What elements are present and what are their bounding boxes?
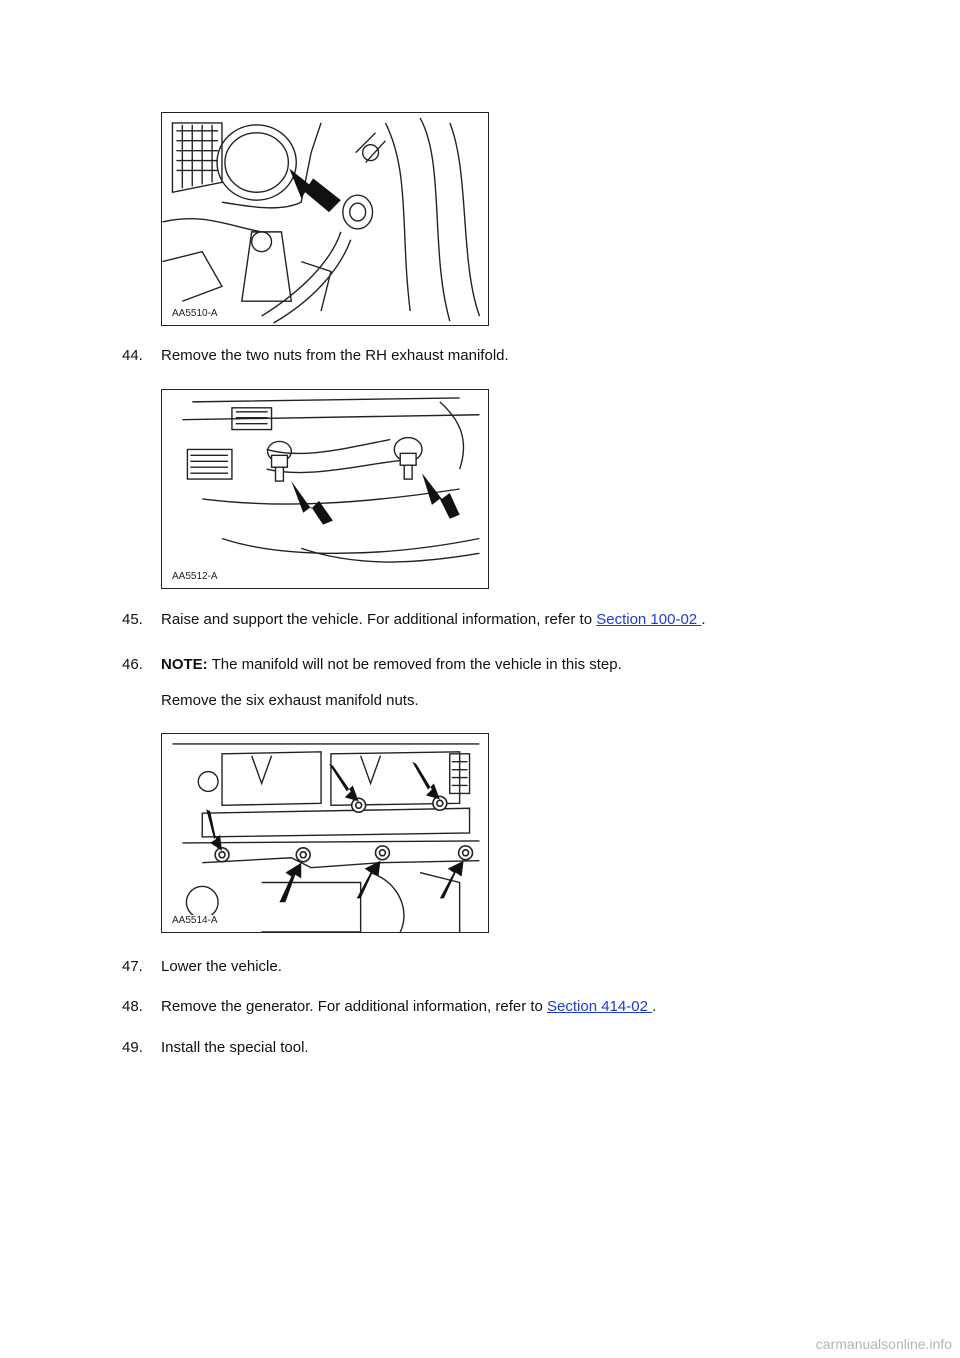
step-number: 47. <box>122 958 143 975</box>
step-number: 49. <box>122 1039 143 1056</box>
figure-code: AA5510-A <box>172 308 218 319</box>
arrow-icon <box>412 762 440 800</box>
note-text: The manifold will not be removed from the vehicle in this step. <box>207 656 622 673</box>
step-text-after: . <box>701 611 706 628</box>
step-number: 46. <box>122 656 143 673</box>
figure-aa5512 <box>161 389 489 589</box>
step-body <box>161 997 841 1017</box>
engine-illustration-2 <box>162 390 488 588</box>
arrow-icon <box>289 168 341 212</box>
step-text: Install the special tool. <box>161 1039 309 1056</box>
step-text: Raise and support the vehicle. For additional information, refer to <box>161 611 597 628</box>
figure-aa5510 <box>161 112 489 326</box>
figure-code: AA5512-A <box>172 571 218 582</box>
arrow-icon <box>357 861 381 899</box>
note-label: NOTE: <box>161 656 208 673</box>
arrow-icon <box>329 764 359 802</box>
step-number: 48. <box>122 998 143 1015</box>
arrow-icon <box>422 473 460 519</box>
step-text: Remove the two nuts from the RH exhaust manifold. <box>161 347 509 364</box>
step-text: Lower the vehicle. <box>161 958 282 975</box>
figure-aa5514 <box>161 733 489 933</box>
engine-illustration-1 <box>162 113 488 325</box>
figure-code: AA5514-A <box>172 915 218 926</box>
step-number: 44. <box>122 347 143 364</box>
section-link[interactable]: Section 100-02 <box>596 611 702 628</box>
step-body <box>161 610 841 630</box>
step-46-instruction: Remove the six exhaust manifold nuts. <box>161 692 419 709</box>
step-note <box>161 655 841 675</box>
step-number: 45. <box>122 611 143 628</box>
engine-illustration-3 <box>162 734 488 932</box>
watermark: carmanualsonline.info <box>815 1336 952 1352</box>
arrow-icon <box>206 809 222 851</box>
step-text-after: . <box>652 998 657 1015</box>
section-link[interactable]: Section 414-02 <box>547 998 653 1015</box>
step-text: Remove the generator. For additional information, refer to <box>161 998 548 1015</box>
